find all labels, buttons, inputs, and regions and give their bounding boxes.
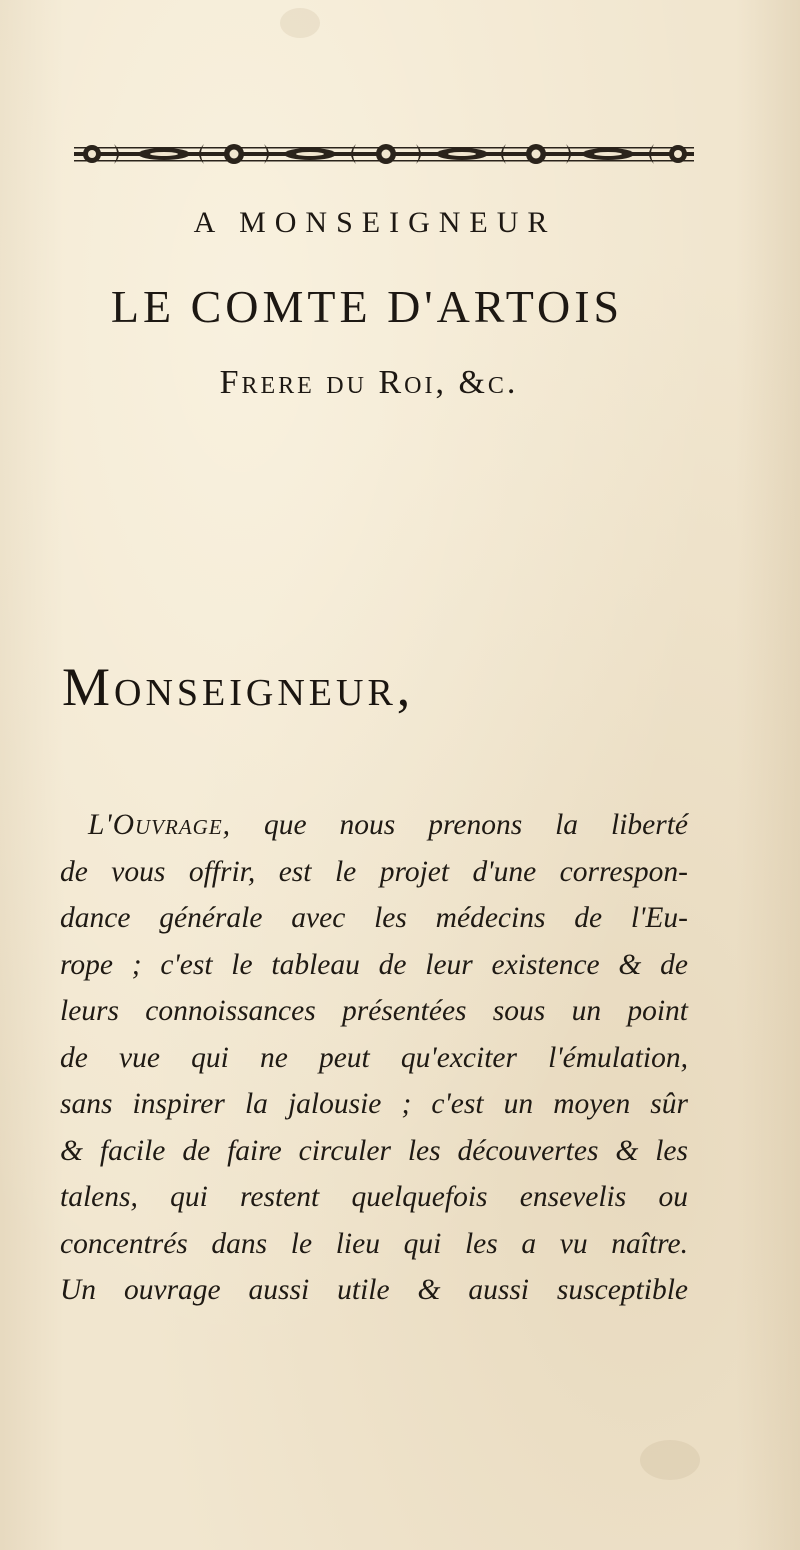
dedication-heading-line-2: LE COMTE D'ARTOIS bbox=[110, 281, 624, 332]
body-line: concentrés dans le lieu qui les a vu naître. bbox=[60, 1227, 688, 1260]
dedication-heading-line-3: Frere du Roi, &c. bbox=[219, 364, 519, 401]
dedication-body-text bbox=[60, 802, 688, 1314]
body-line: de vous offrir, est le projet d'une correspon- bbox=[60, 855, 688, 888]
salutation: Monseigneur, bbox=[62, 657, 415, 717]
body-line: dance générale avec les médecins de l'Eu- bbox=[60, 902, 688, 934]
body-line: sans inspirer la jalousie ; c'est un moyen sûr bbox=[60, 1088, 688, 1120]
body-line: de vue qui ne peut qu'exciter l'émulation, bbox=[60, 1041, 688, 1074]
body-line: talens, qui restent quelquefois ensevelis ou bbox=[60, 1181, 688, 1213]
body-line: Un ouvrage aussi utile & aussi susceptible bbox=[60, 1274, 688, 1306]
body-line: & facile de faire circuler les découvertes & les bbox=[60, 1134, 688, 1167]
body-lead-word: L'Ouvrage, bbox=[88, 809, 232, 841]
body-line: rope ; c'est le tableau de leur existence & de bbox=[60, 948, 688, 981]
paper-stain bbox=[640, 1440, 700, 1480]
body-line-text: que nous prenons la liberté bbox=[264, 809, 689, 841]
body-line: leurs connoissances présentées sous un point bbox=[60, 995, 688, 1027]
paper-stain bbox=[280, 8, 320, 38]
body-line bbox=[60, 802, 688, 849]
dedication-heading-line-1: A MONSEIGNEUR bbox=[193, 206, 557, 239]
decorative-headpiece-ornament bbox=[74, 136, 694, 172]
